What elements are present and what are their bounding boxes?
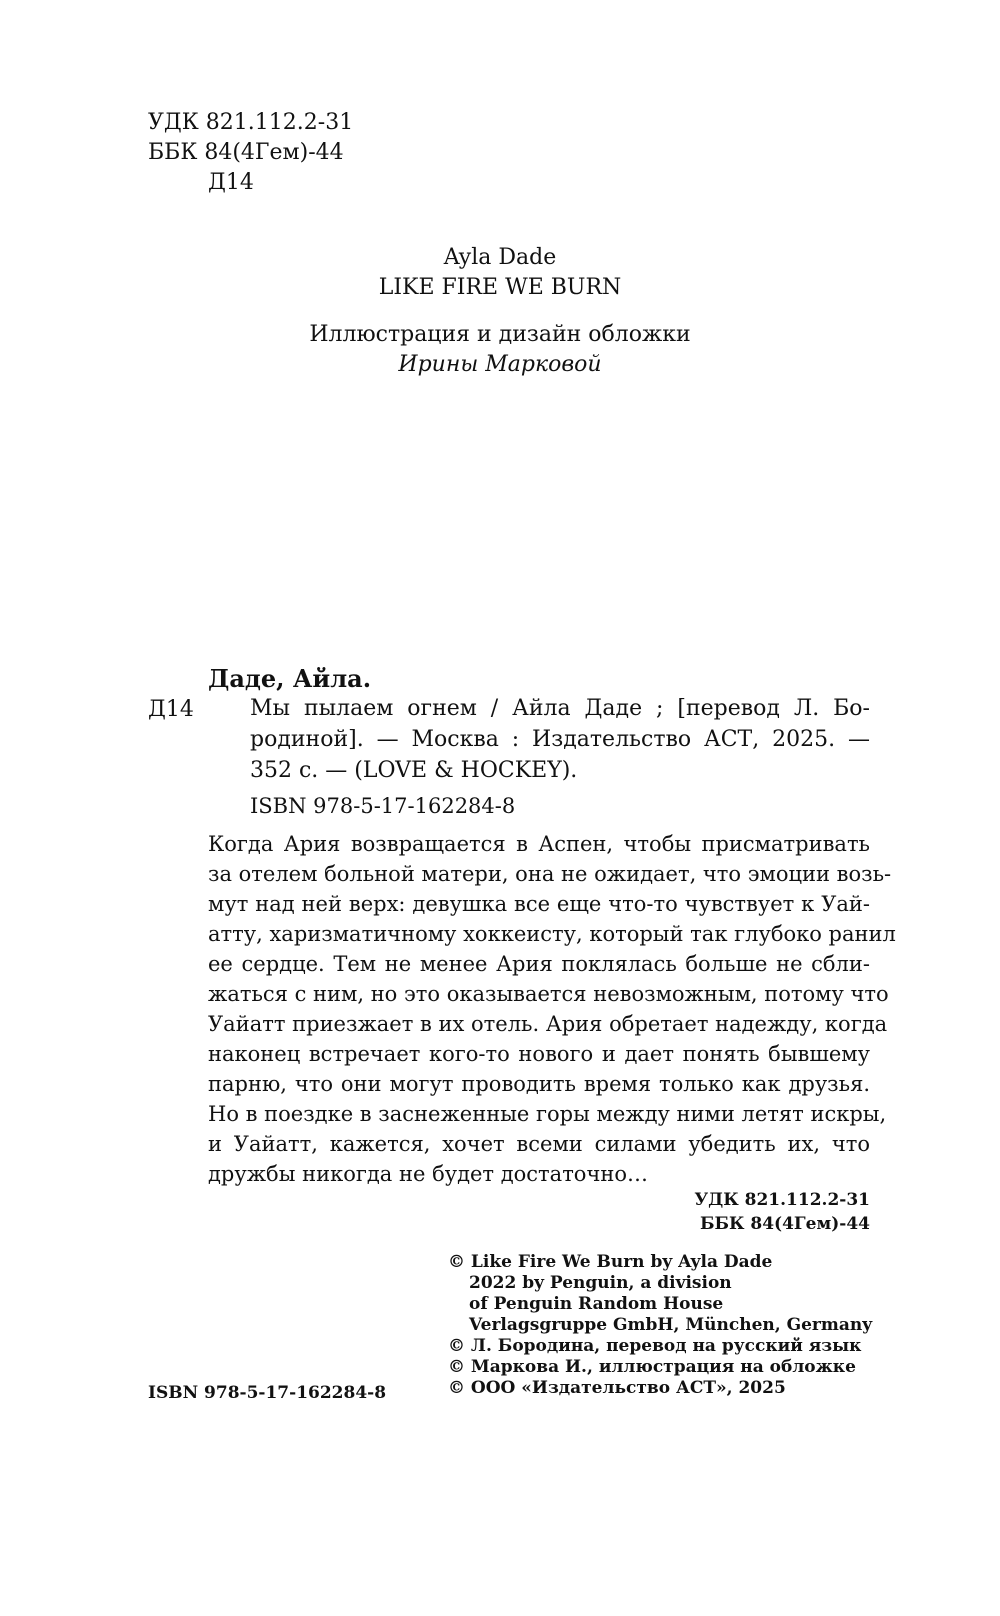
footer-classification-codes	[694, 1188, 870, 1236]
isbn-main: ISBN 978-5-17-162284-8	[250, 794, 516, 818]
annotation	[208, 829, 896, 1189]
annotation-line: наконец встречает кого-то нового и дает понять бывшему	[208, 1042, 870, 1066]
copyright-line: of Penguin Random House	[469, 1294, 724, 1314]
bibliographic-author-heading: Даде, Айла.	[208, 664, 372, 693]
bibliographic-description	[250, 693, 870, 786]
bibliographic-line: родиной]. — Москва : Издательство АСТ, 2025. —	[250, 727, 870, 752]
copyright-block	[448, 1252, 872, 1399]
copyright-line: © Like Fire We Burn by Ayla Dade	[448, 1252, 773, 1272]
original-edition	[0, 243, 1000, 303]
annotation-line: парню, что они могут проводить время только как друзья.	[208, 1072, 870, 1096]
copyright-line: © ООО «Издательство АСТ», 2025	[448, 1378, 786, 1398]
bibliographic-author-mark: Д14	[148, 697, 194, 722]
cover-credit	[0, 320, 1000, 380]
annotation-line: Когда Ария возвращается в Аспен, чтобы присматривать	[208, 832, 870, 856]
original-title: LIKE FIRE WE BURN	[378, 275, 622, 300]
annotation-line: за отелем больной матери, она не ожидает, что эмоции возь-	[208, 862, 892, 886]
udk-code: УДК 821.112.2-31	[148, 110, 354, 135]
annotation-line: Уайатт приезжает в их отель. Ария обретает надежду, когда	[208, 1012, 888, 1036]
bibliographic-line: 352 с. — (LOVE & HOCKEY).	[250, 758, 578, 783]
cover-credit-name: Ирины Марковой	[398, 352, 602, 377]
annotation-line: жаться с ним, но это оказывается невозможным, потому что	[208, 982, 889, 1006]
original-author: Ayla Dade	[443, 245, 557, 270]
annotation-line: мут над ней верх: девушка все еще что-то чувствует к Уай-	[208, 892, 870, 916]
bbk-code: ББК 84(4Гем)-44	[148, 140, 344, 165]
footer-bbk-code: ББК 84(4Гем)-44	[699, 1214, 870, 1234]
copyright-line: Verlagsgruppe GmbH, München, Germany	[469, 1315, 873, 1335]
bibliographic-line: Мы пылаем огнем / Айла Даде ; [перевод Л. Бо-	[250, 696, 870, 721]
annotation-line: дружбы никогда не будет достаточно…	[208, 1162, 648, 1186]
classification-codes	[148, 108, 353, 198]
annotation-line: и Уайатт, кажется, хочет всеми силами убедить их, что	[208, 1132, 870, 1156]
annotation-line: ее сердце. Тем не менее Ария поклялась больше не сбли-	[208, 952, 870, 976]
footer-udk-code: УДК 821.112.2-31	[694, 1190, 870, 1210]
annotation-line: атту, харизматичному хоккеисту, который так глубоко ранил	[208, 922, 896, 946]
cover-credit-label: Иллюстрация и дизайн обложки	[309, 322, 691, 347]
author-mark: Д14	[208, 170, 254, 195]
annotation-line: Но в поездке в заснеженные горы между ними летят искры,	[208, 1102, 887, 1126]
copyright-line: 2022 by Penguin, a division	[469, 1273, 732, 1293]
copyright-line: © Маркова И., иллюстрация на обложке	[448, 1357, 856, 1377]
copyright-line: © Л. Бородина, перевод на русский язык	[448, 1336, 862, 1356]
isbn-footer: ISBN 978-5-17-162284-8	[148, 1383, 387, 1403]
